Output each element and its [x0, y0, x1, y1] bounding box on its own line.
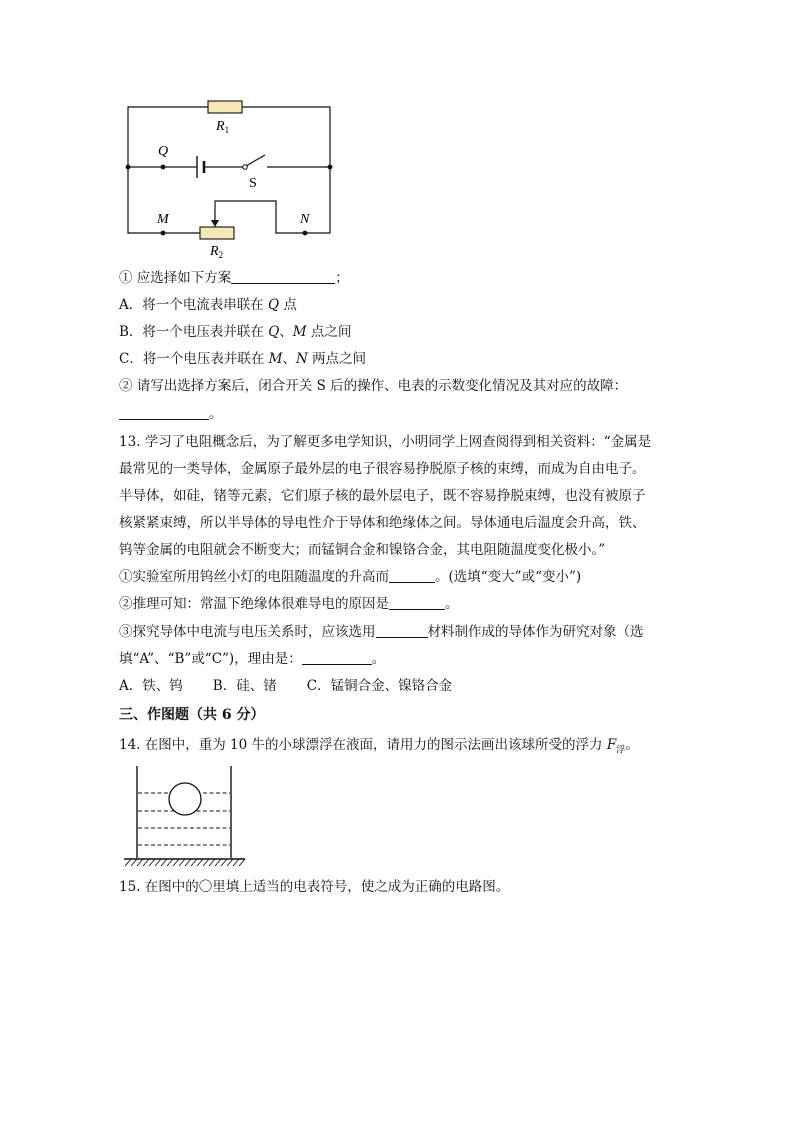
rheostat-r2 — [200, 227, 234, 239]
q13-sub2: ②推理可知：常温下绝缘体很难导电的原因是 。 — [119, 596, 459, 612]
rheostat-slider-arrow — [211, 220, 219, 227]
label-s: S — [249, 176, 257, 191]
ground-hatching — [125, 859, 245, 866]
q12-item2-answer-line: 。 — [119, 404, 223, 424]
beaker-figure — [120, 762, 250, 870]
label-r1: $R_1$ — [216, 119, 230, 135]
wire-top-branch-right — [242, 107, 330, 167]
q13-line2: 最常见的一类导体，金属原子最外层的电子很容易挣脱原子核的束缚，而成为自由电子。 — [119, 461, 646, 477]
resistor-r1 — [208, 101, 242, 113]
q13-sub3-line2: 填“A”、“B”或“C”)，理由是： 。 — [119, 651, 386, 667]
q13-line5: 钨等金属的电阻就会不断变大；而锰铜合金和镍铬合金，其电阻随温度变化极小。” — [119, 542, 606, 558]
label-n: N — [300, 212, 310, 227]
circuit-diagram — [115, 92, 345, 262]
node-q — [161, 165, 166, 170]
q15-text: 15. 在图中的〇里填上适当的电表符号，使之成为正确的电路图。 — [119, 879, 510, 895]
q12-option-c: C．将一个电压表并联在 M、N 两点之间 — [119, 351, 367, 367]
node-m — [161, 231, 166, 236]
q13-options: A．铁、钨 B．硅、锗 C．锰铜合金、镍铬合金 — [119, 678, 453, 694]
label-m: M — [157, 212, 169, 227]
q13-line3: 半导体，如硅，锗等元素，它们原子核的最外层电子，既不容易挣脱束缚，也没有被原子 — [119, 488, 646, 504]
q13-line4: 核紧紧束缚，所以半导体的导电性介于导体和绝缘体之间。导体通电后温度会升高，铁、 — [119, 515, 646, 531]
floating-ball — [169, 783, 201, 815]
q12-option-b: B．将一个电压表并联在 Q、M 点之间 — [119, 324, 352, 340]
switch-blade — [246, 155, 265, 166]
label-q: Q — [158, 144, 169, 159]
q13-line1: 13. 学习了电阻概念后，为了解更多电学知识，小明同学上网查阅得到相关资料：“金属是 — [119, 434, 652, 450]
rheostat-slider-wire — [215, 167, 330, 233]
label-r2: $R_2$ — [210, 244, 224, 260]
q13-sub3: ③探究导体中电流与电压关系时，应该选用 材料制作成的导体作为研究对象（选 — [119, 624, 644, 640]
q13-sub1: ①实验室所用钨丝小灯的电阻随温度的升高而 。(选填“变大”或“变小”) — [119, 569, 582, 585]
q12-item1: ① 应选择如下方案 ； — [119, 270, 349, 286]
q14-text: 14. 在图中，重为 10 牛的小球漂浮在液面，请用力的图示法画出该球所受的浮力 $F_浮$。 — [119, 737, 639, 756]
section-three-heading: 三、作图题（共 6 分） — [119, 707, 265, 723]
q12-item2: ② 请写出选择方案后，闭合开关 S 后的操作、电表的示数变化情况及其对应的故障： — [119, 378, 628, 394]
node-n — [303, 231, 308, 236]
q12-option-a: A．将一个电流表串联在 Q 点 — [119, 297, 297, 313]
